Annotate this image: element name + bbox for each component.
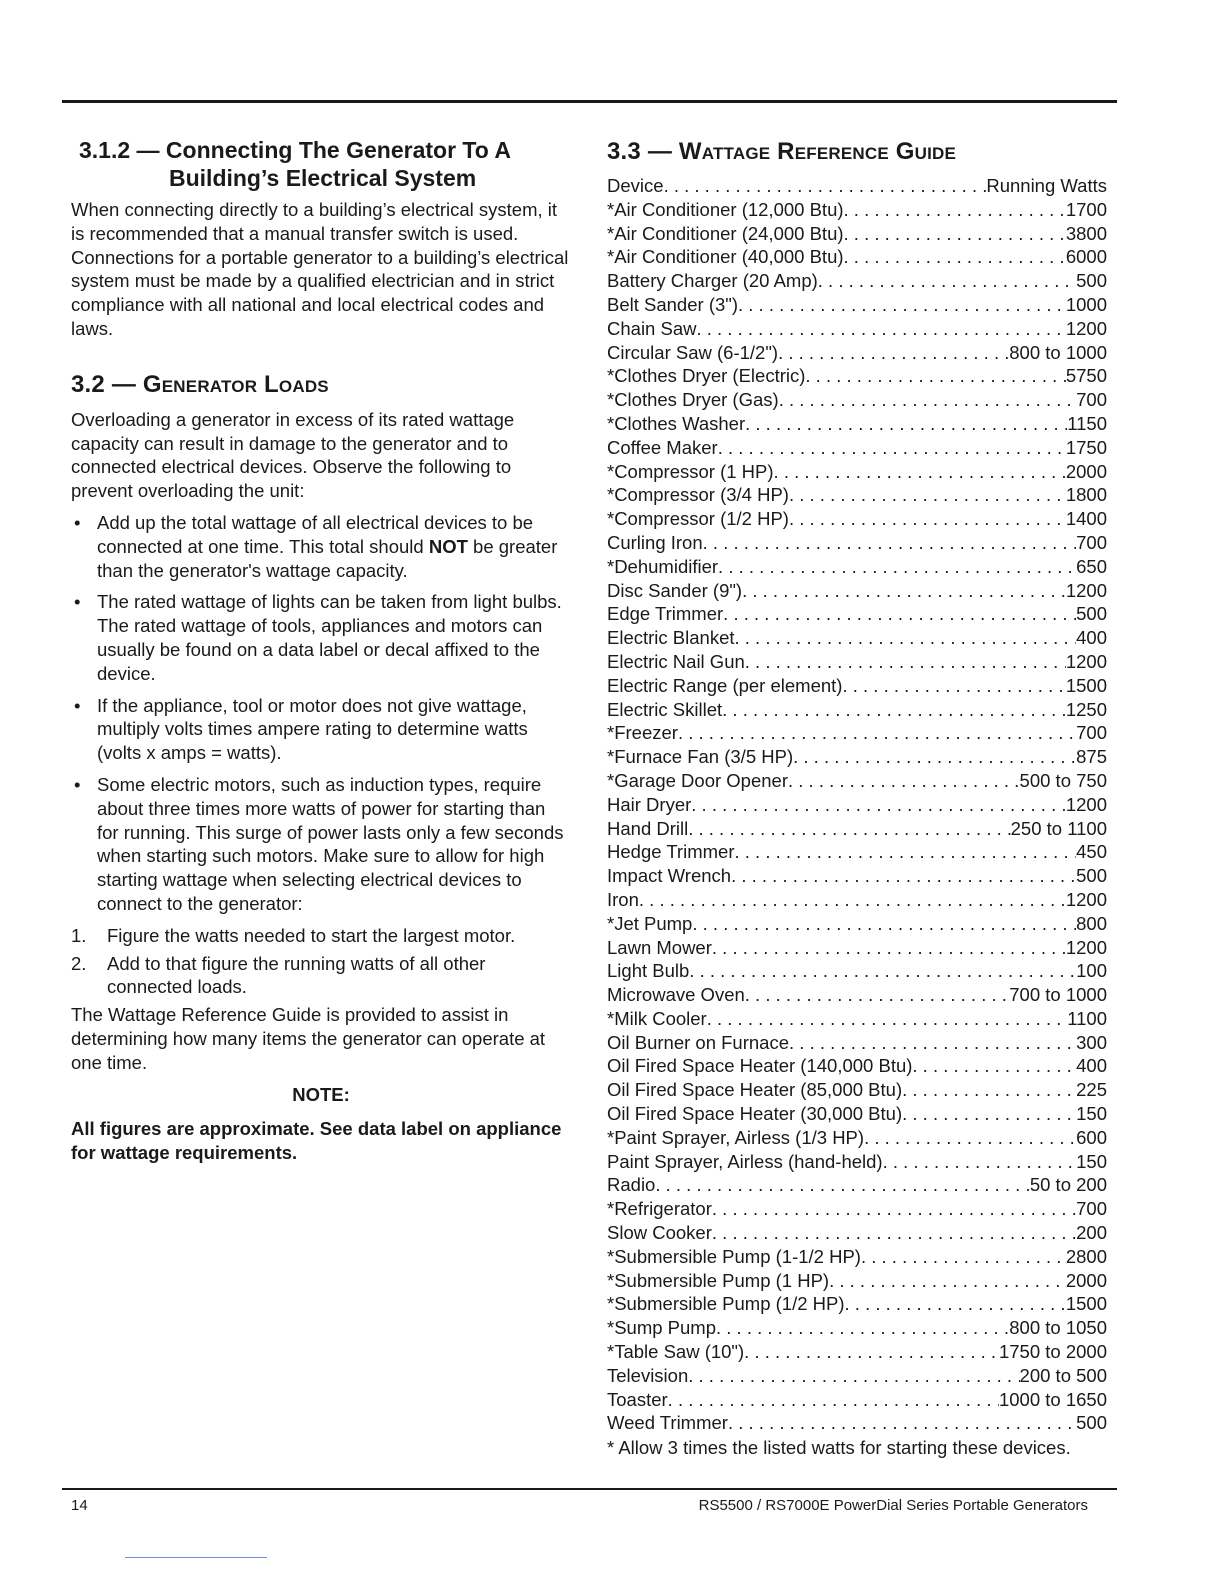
leader-dots	[712, 1221, 1076, 1245]
device-name: Hair Dryer	[607, 793, 692, 815]
table-row	[607, 1078, 1107, 1102]
device-name: *Furnace Fan (3/5 HP)	[607, 746, 794, 768]
bullet-text: Some electric motors, such as induction types, require about three times more watts of power for starting than for running. This surge of power lasts only a few seconds when starting such motors. Make sure to allow for high starting wattage when selecting electrical devices to connect to the generator:	[97, 773, 564, 914]
leader-dots	[691, 793, 1066, 817]
table-row	[607, 817, 1107, 841]
left-column	[71, 136, 571, 1165]
running-watts: 1500	[1065, 1293, 1107, 1315]
running-watts: 800	[1076, 912, 1107, 934]
leader-dots	[728, 1411, 1076, 1435]
running-watts: 100	[1076, 960, 1107, 982]
leader-dots	[902, 1102, 1076, 1126]
device-name: Microwave Oven	[607, 984, 745, 1006]
running-watts: 150	[1076, 1103, 1107, 1125]
device-name: *Submersible Pump (1-1/2 HP)	[607, 1245, 861, 1267]
table-row	[607, 721, 1107, 745]
starting-steps-list	[71, 924, 571, 999]
table-row	[607, 769, 1107, 793]
list-item	[71, 924, 571, 948]
table-row	[607, 364, 1107, 388]
device-name: Light Bulb	[607, 960, 690, 982]
list-item	[71, 590, 571, 685]
document-title: RS5500 / RS7000E PowerDial Series Portable Generators	[698, 1497, 1088, 1514]
leader-dots	[692, 912, 1076, 936]
leader-dots	[722, 698, 1066, 722]
leader-dots	[789, 483, 1066, 507]
top-rule	[62, 100, 1117, 103]
device-name: Paint Sprayer, Airless (hand-held)	[607, 1150, 883, 1172]
header-device: Device	[607, 175, 664, 196]
device-name: Disc Sander (9")	[607, 579, 743, 601]
leader-dots	[639, 888, 1066, 912]
table-row	[607, 1221, 1107, 1245]
running-watts: 2800	[1065, 1245, 1107, 1267]
leader-dots	[655, 1173, 1030, 1197]
leader-dots	[789, 507, 1066, 531]
section-3-1-2-heading	[71, 136, 571, 192]
running-watts: 250 to 1100	[1010, 817, 1107, 839]
device-name: *Dehumidifier	[607, 555, 719, 577]
device-name: Electric Nail Gun	[607, 650, 745, 672]
table-row	[607, 341, 1107, 365]
table-row	[607, 579, 1107, 603]
device-name: *Refrigerator	[607, 1198, 712, 1220]
leader-dots	[696, 317, 1065, 341]
leader-dots	[883, 1150, 1077, 1174]
leader-dots	[664, 174, 987, 198]
leader-dots	[744, 1340, 999, 1364]
leader-dots	[742, 579, 1066, 603]
table-row	[607, 1411, 1107, 1435]
leader-dots	[731, 864, 1076, 888]
running-watts: 1200	[1065, 579, 1107, 601]
table-row	[607, 293, 1107, 317]
leader-dots	[793, 745, 1076, 769]
device-name: *Clothes Dryer (Electric)	[607, 365, 806, 387]
device-name: *Compressor (1 HP)	[607, 460, 774, 482]
table-row	[607, 1150, 1107, 1174]
device-name: Lawn Mower	[607, 936, 712, 958]
leader-dots	[829, 1269, 1066, 1293]
running-watts: 1200	[1065, 888, 1107, 910]
leader-dots	[805, 364, 1065, 388]
table-row	[607, 1269, 1107, 1293]
running-watts: 1000	[1065, 293, 1107, 315]
wattage-footnote: * Allow 3 times the listed watts for starting these devices.	[607, 1437, 1071, 1459]
running-watts: 1200	[1065, 317, 1107, 339]
wattage-table	[607, 198, 1107, 1435]
table-row	[607, 983, 1107, 1007]
device-name: Edge Trimmer	[607, 603, 724, 625]
running-watts: 700	[1076, 1198, 1107, 1220]
leader-dots	[712, 936, 1066, 960]
table-row	[607, 1364, 1107, 1388]
running-watts: 2000	[1065, 1269, 1107, 1291]
table-row	[607, 436, 1107, 460]
device-name: Belt Sander (3")	[607, 293, 738, 315]
table-row	[607, 912, 1107, 936]
device-name: Hedge Trimmer	[607, 841, 735, 863]
device-name: *Table Saw (10")	[607, 1341, 745, 1363]
running-watts: 1750	[1065, 436, 1107, 458]
device-name: *Air Conditioner (12,000 Btu)	[607, 198, 844, 220]
leader-dots	[845, 1292, 1066, 1316]
table-row	[607, 1173, 1107, 1197]
table-row	[607, 1031, 1107, 1055]
device-name: *Air Conditioner (40,000 Btu)	[607, 246, 844, 268]
device-name: Oil Fired Space Heater (140,000 Btu)	[607, 1055, 913, 1077]
section-3-2-intro: Overloading a generator in excess of its rated wattage capacity can result in damage to the generator and to connected electrical devices. Observe the following to prevent overloading the unit:	[71, 408, 515, 502]
table-row	[607, 317, 1107, 341]
link-underline	[125, 1557, 267, 1558]
leader-dots	[668, 1388, 999, 1412]
device-name: *Compressor (3/4 HP)	[607, 484, 789, 506]
table-row	[607, 698, 1107, 722]
running-watts: 1250	[1065, 698, 1107, 720]
device-name: *Air Conditioner (24,000 Btu)	[607, 222, 844, 244]
table-row	[607, 840, 1107, 864]
leader-dots	[678, 721, 1076, 745]
device-name: Chain Saw	[607, 317, 697, 339]
device-name: *Freezer	[607, 722, 678, 744]
device-name: *Jet Pump	[607, 912, 693, 934]
list-item	[71, 773, 571, 916]
header-watts: Running Watts	[986, 175, 1107, 196]
leader-dots	[738, 293, 1066, 317]
leader-dots	[774, 460, 1066, 484]
table-row	[607, 1054, 1107, 1078]
device-name: *Compressor (1/2 HP)	[607, 508, 789, 530]
table-row	[607, 1197, 1107, 1221]
leader-dots	[707, 1007, 1067, 1031]
table-row	[607, 1007, 1107, 1031]
running-watts: 500	[1076, 865, 1107, 887]
device-name: *Clothes Washer	[607, 412, 746, 434]
table-row	[607, 650, 1107, 674]
bullet-text: If the appliance, tool or motor does not give wattage, multiply volts times ampere rating to determine watts (volts x amps = watts).	[97, 694, 528, 764]
running-watts: 700	[1076, 531, 1107, 553]
list-item	[71, 952, 571, 1000]
leader-dots	[902, 1078, 1076, 1102]
device-name: Coffee Maker	[607, 436, 718, 458]
running-watts: 300	[1076, 1031, 1107, 1053]
load-guidelines-list	[71, 511, 571, 916]
leader-dots	[745, 983, 1010, 1007]
running-watts: 200	[1076, 1222, 1107, 1244]
running-watts: 1200	[1065, 793, 1107, 815]
device-name: Oil Fired Space Heater (30,000 Btu)	[607, 1103, 903, 1125]
device-name: Slow Cooker	[607, 1222, 712, 1244]
note-title: NOTE:	[292, 1083, 350, 1105]
running-watts: 500	[1076, 270, 1107, 292]
list-item	[71, 511, 571, 582]
bullet-text-pre: Add up the total wattage of all electrical devices to be connected at one time. This total should	[97, 511, 534, 557]
table-row	[607, 198, 1107, 222]
running-watts: 1500	[1065, 674, 1107, 696]
heading-line-1: 3.1.2 — Connecting The Generator To A	[79, 137, 511, 163]
running-watts: 150	[1076, 1150, 1107, 1172]
leader-dots	[718, 436, 1066, 460]
table-row	[607, 388, 1107, 412]
table-row	[607, 222, 1107, 246]
device-name: *Clothes Dryer (Gas)	[607, 389, 779, 411]
table-row	[607, 1245, 1107, 1269]
leader-dots	[844, 222, 1066, 246]
right-column	[607, 136, 1107, 1460]
section-3-2-heading: 3.2 — Generator Loads	[71, 370, 329, 398]
device-name: Impact Wrench	[607, 865, 732, 887]
table-row	[607, 507, 1107, 531]
device-name: *Submersible Pump (1 HP)	[607, 1269, 830, 1291]
device-name: *Garage Door Opener	[607, 769, 788, 791]
step-text: Figure the watts needed to start the largest motor.	[107, 924, 516, 946]
leader-dots	[716, 1316, 1009, 1340]
step-number: 1.	[71, 924, 87, 946]
table-row	[607, 1292, 1107, 1316]
leader-dots	[864, 1126, 1076, 1150]
bullet-icon: •	[74, 511, 81, 533]
running-watts: 225	[1076, 1079, 1107, 1101]
device-name: Electric Skillet	[607, 698, 723, 720]
running-watts: 500 to 750	[1019, 769, 1107, 791]
section-3-2-closing: The Wattage Reference Guide is provided to assist in determining how many items the generator can operate at one time.	[71, 1004, 546, 1073]
table-row	[607, 460, 1107, 484]
leader-dots	[689, 959, 1076, 983]
device-name: Curling Iron	[607, 531, 703, 553]
running-watts: 1150	[1067, 412, 1107, 434]
note-body: All figures are approximate. See data label on appliance for wattage requirements.	[71, 1117, 562, 1163]
table-row	[607, 412, 1107, 436]
running-watts: 1400	[1065, 508, 1107, 530]
leader-dots	[779, 388, 1076, 412]
device-name: Hand Drill	[607, 817, 689, 839]
running-watts: 1200	[1065, 650, 1107, 672]
leader-dots	[703, 531, 1076, 555]
running-watts: 2000	[1065, 460, 1107, 482]
table-row	[607, 1126, 1107, 1150]
leader-dots	[844, 198, 1066, 222]
table-row	[607, 1316, 1107, 1340]
leader-dots	[735, 626, 1077, 650]
leader-dots	[718, 555, 1076, 579]
bottom-rule	[62, 1488, 1117, 1490]
device-name: Weed Trimmer	[607, 1412, 728, 1434]
table-row	[607, 555, 1107, 579]
table-row	[607, 864, 1107, 888]
running-watts: 400	[1076, 627, 1107, 649]
leader-dots	[778, 341, 1009, 365]
device-name: *Paint Sprayer, Airless (1/3 HP)	[607, 1126, 865, 1148]
leader-dots	[912, 1054, 1076, 1078]
table-row	[607, 626, 1107, 650]
device-name: *Submersible Pump (1/2 HP)	[607, 1293, 845, 1315]
leader-dots	[844, 245, 1066, 269]
device-name: Battery Charger (20 Amp)	[607, 270, 818, 292]
running-watts: 700	[1076, 722, 1107, 744]
running-watts: 1750 to 2000	[998, 1341, 1107, 1363]
bullet-icon: •	[74, 694, 81, 716]
section-3-1-2-body: When connecting directly to a building’s electrical system, it is recommended that a manual transfer switch is used. Connections for a portable generator to a building’s electrical system must be made by a qualified electrician and in strict compliance with all national and local electrical codes and laws.	[71, 199, 569, 339]
running-watts: 600	[1076, 1126, 1107, 1148]
table-row	[607, 531, 1107, 555]
device-name: Oil Fired Space Heater (85,000 Btu)	[607, 1079, 903, 1101]
device-name: Oil Burner on Furnace	[607, 1031, 790, 1053]
leader-dots	[688, 1364, 1019, 1388]
table-row	[607, 483, 1107, 507]
running-watts: 800 to 1050	[1009, 1317, 1107, 1339]
device-name: Circular Saw (6-1/2")	[607, 341, 779, 363]
section-3-3-heading: 3.3 — Wattage Reference Guide	[607, 138, 957, 165]
heading-line-2: Building’s Electrical System	[169, 165, 477, 191]
table-row	[607, 745, 1107, 769]
leader-dots	[745, 412, 1067, 436]
step-number: 2.	[71, 952, 87, 974]
device-name: *Milk Cooler	[607, 1007, 707, 1029]
step-text: Add to that figure the running watts of all other connected loads.	[107, 952, 486, 998]
table-row	[607, 674, 1107, 698]
running-watts: 650	[1076, 555, 1107, 577]
running-watts: 50 to 200	[1029, 1174, 1107, 1196]
running-watts: 450	[1076, 841, 1107, 863]
running-watts: 6000	[1065, 246, 1107, 268]
device-name: Electric Range (per element)	[607, 674, 843, 696]
device-name: *Sump Pump	[607, 1317, 716, 1339]
running-watts: 3800	[1065, 222, 1107, 244]
leader-dots	[788, 769, 1020, 793]
list-item	[71, 694, 571, 765]
running-watts: 875	[1076, 746, 1107, 768]
table-row	[607, 602, 1107, 626]
bullet-icon: •	[74, 773, 81, 795]
running-watts: 5750	[1065, 365, 1107, 387]
table-row	[607, 936, 1107, 960]
bullet-text-bold: NOT	[428, 535, 468, 557]
leader-dots	[789, 1031, 1076, 1055]
table-row	[607, 793, 1107, 817]
table-row	[607, 269, 1107, 293]
bullet-text: The rated wattage of lights can be taken from light bulbs. The rated wattage of tools, appliances and motors can usually be found on a data label or decal affixed to the device.	[97, 591, 562, 684]
table-row	[607, 245, 1107, 269]
device-name: Toaster	[607, 1388, 668, 1410]
table-row	[607, 1340, 1107, 1364]
running-watts: 1700	[1065, 198, 1107, 220]
leader-dots	[723, 602, 1076, 626]
device-name: Television	[607, 1364, 689, 1386]
device-name: Radio	[607, 1174, 656, 1196]
leader-dots	[734, 840, 1076, 864]
leader-dots	[818, 269, 1076, 293]
bullet-text-post: be greater than the generator's wattage capacity.	[97, 535, 558, 581]
leader-dots	[861, 1245, 1066, 1269]
table-row	[607, 1102, 1107, 1126]
running-watts: 800 to 1000	[1009, 341, 1107, 363]
bullet-icon: •	[74, 591, 81, 613]
leader-dots	[688, 817, 1010, 841]
wattage-table-header	[607, 174, 1107, 198]
running-watts: 400	[1076, 1055, 1107, 1077]
table-row	[607, 959, 1107, 983]
page-number: 14	[71, 1497, 88, 1514]
device-name: Iron	[607, 888, 639, 910]
leader-dots	[745, 650, 1066, 674]
running-watts: 200 to 500	[1019, 1364, 1107, 1386]
running-watts: 1000 to 1650	[998, 1388, 1107, 1410]
running-watts: 700 to 1000	[1009, 984, 1107, 1006]
running-watts: 1100	[1067, 1007, 1107, 1029]
device-name: Electric Blanket	[607, 627, 735, 649]
running-watts: 1800	[1065, 484, 1107, 506]
leader-dots	[842, 674, 1065, 698]
running-watts: 500	[1076, 1412, 1107, 1434]
leader-dots	[712, 1197, 1076, 1221]
table-row	[607, 888, 1107, 912]
running-watts: 1200	[1065, 936, 1107, 958]
running-watts: 700	[1076, 389, 1107, 411]
table-row	[607, 1388, 1107, 1412]
running-watts: 500	[1076, 603, 1107, 625]
